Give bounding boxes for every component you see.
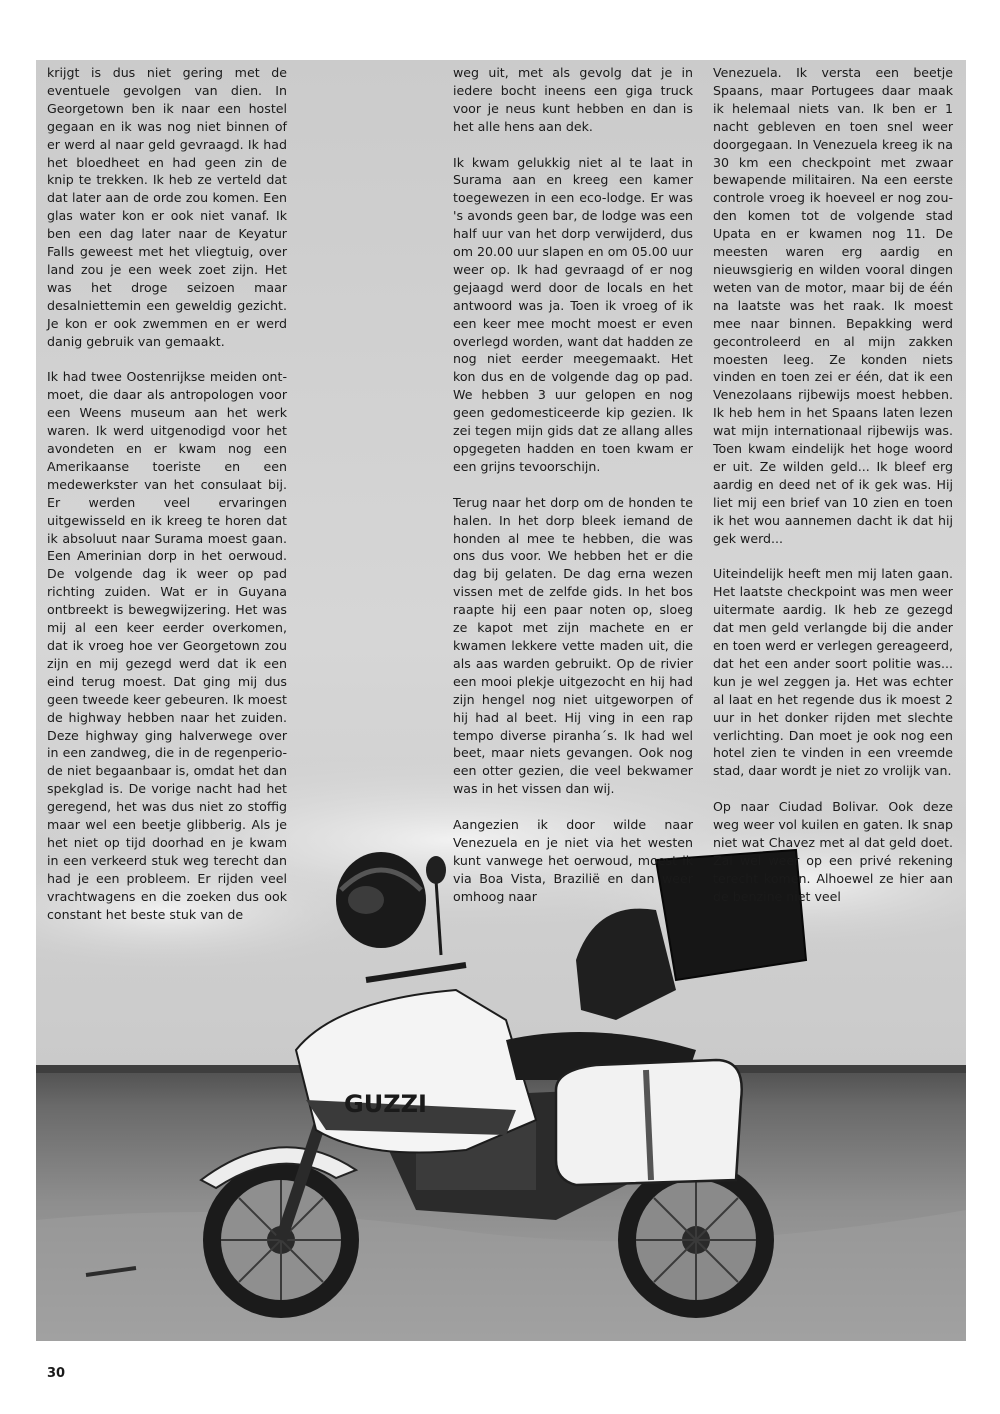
paragraph: Aangezien ik door wilde naar Venezuela en je niet via het westen kunt vanwege het oerwoud, moest ik via Boa Vista, Brazilië en dan weer omhoog naar: [453, 817, 693, 904]
text-column-1: [47, 64, 287, 923]
text-column-2: [453, 64, 693, 906]
paragraph: Ik kwam gelukkig niet al te laat in Surama aan en kreeg een kamer toegewezen in een eco-lodge. Er was 's avonds geen bar, de lodge was een half uur van het dorp verwijderd, dus om 20.00 uur slapen en om 05.00 uur weer op. Ik had gevraagd of er nog gejaagd werd door de locals en het antwoord was ja. Toen ik vroeg of ik een keer mee mocht moest er even overlegd worden, want dat hadden ze nog niet eerder meegemaakt. Het kon dus en de volgende dag op pad. We hebben 3 uur gelopen en nog geen gedomesticeerde kip gezien. Ik zei tegen mijn gids dat ze allang alles opgegeten hadden en toen kwam er een grijns tevoorschijn.: [453, 154, 693, 474]
paragraph: Ik had twee Oostenrijkse meiden ontmoet, die daar als antropologen voor een Weens museum aan het werk waren. Ik werd uitgenodigd voor het avondeten en er kwam nog een Amerikaanse toeriste en een medewerkster van het consulaat bij. Er werden veel ervaringen uitgewisseld en ik kreeg te horen dat ik absoluut naar Surama moest gaan. Een Amerinian dorp in het oerwoud. De volgende dag ik weer op pad richting zuiden. Wat er in Guyana ontbreekt is bewegwijzering. Het was mij al een keer eerder overkomen, dat ik vroeg hoe ver Georgetown zou zijn en mij gezegd werd dat ik een eind terug moest. Dat ging mij dus geen tweede keer gebeuren. Ik moest de highway hebben naar het zuiden. Deze highway ging halverwege over in een zandweg, die in de regenperiode niet begaanbaar is, omdat het dan spekglad is. De vorige nacht had het geregend, het was dus niet zo stoffig maar wel een beetje glibberig. Als je het niet op tijd doorhad en je kwam in een verkeerd stuk weg terecht dan had je een probleem. Er rijden veel vrachtwagens en die zoeken dus ook constant het beste stuk van de: [47, 369, 287, 922]
text-column-3: [713, 64, 953, 906]
page-number: 30: [47, 1366, 66, 1381]
paragraph: Venezuela. Ik versta een beetje Spaans, maar Portugees daar maak ik helemaal niets van. Ik ben er 1 nacht gebleven en toen snel weer doorgegaan. In Venezuela kreeg ik na 30 km een checkpoint met zwaar bewapende militairen. Na een eerste controle vroeg ik hoeveel er nog zouden komen tot de volgende stad Upata en er kwamen nog 11. De meesten waren erg aardig en nieuwsgierig en wilden vooral dingen weten van de motor, maar bij de één na laatste was het raak. Ik moest mee naar binnen. Bepakking werd gecontroleerd en al mijn zakken moesten leeg. Ze konden niets vinden en toen zei er één, dat ik een Venezolaans rijbewijs moest hebben. Ik heb hem in het Spaans laten lezen wat mijn internationaal rijbewijs was. Toen kwam eindelijk het hoge woord er uit. Ze wilden geld... Ik bleef erg aardig en deed net of ik gek was. Hij liet mij een brief van 10 zien en toen ik het wou aannemen dacht ik dat hij gek werd...: [713, 65, 953, 546]
svg-text:GUZZI: GUZZI: [344, 1090, 427, 1118]
paragraph: Op naar Ciudad Bolivar. Ook deze weg weer vol kuilen en gaten. Ik snap niet wat Chavez met al dat geld doet. Zal wel weer op een privé rekening terecht komen. Alhoewel ze hier aan de benzine niet veel: [713, 799, 953, 904]
paragraph: Terug naar het dorp om de honden te halen. In het dorp bleek iemand de honden al mee te hebben, die was ons dus voor. We hebben het er die dag bij gelaten. De dag erna wezen vissen met de zelfde gids. In het bos raapte hij een paar noten op, sloeg ze kapot met zijn machete en er kwamen lekkere vette maden uit, die als aas warden gebruikt. Op de rivier een mooi plekje uitgezocht en hij had zijn hengel nog niet uitgeworpen of hij had al beet. Hij ving in een rap tempo diverse piranha´s. Ik had wel beet, maar niets gevangen. Ook nog een otter gezien, die veel bekwamer was in het vissen dan wij.: [453, 494, 693, 797]
paragraph: krijgt is dus niet gering met de eventuele gevolgen van dien. In Georgetown ben ik naar een hostel gegaan en ik was nog niet binnen of er werd al naar geld gevraagd. Ik had het bloedheet en had geen zin de knip te trekken. Ik heb ze verteld dat dat later aan de orde zou komen. Een glas water kon er ook niet vanaf. Ik ben een dag later naar de Keyatur Falls geweest met het vliegtuig, over land zou je een week zoet zijn. Het was het droge seizoen maar desalniettemin een geweldig gezicht. Je kon er ook zwemmen en er werd danig gebruik van gemaakt.: [47, 65, 287, 349]
paragraph: Uiteindelijk heeft men mij laten gaan. Het laatste checkpoint was men weer uitermate aardig. Ik heb ze gezegd dat men geld verlangde bij die ander en toen werd er verlegen gereageerd, dat het een ander soort politie was... kun je wel zeggen ja. Het was echter al laat en het regende dus ik moest 2 uur in het donker rijden met slechte verlichting. Dan moet je ook nog een hotel zien te vinden in een vreemde stad, daar wordt je niet zo vrolijk van.: [713, 566, 953, 779]
paragraph: weg uit, met als gevolg dat je in iedere bocht ineens een giga truck voor je neus kunt hebben en dan is het alle hens aan dek.: [453, 65, 693, 134]
